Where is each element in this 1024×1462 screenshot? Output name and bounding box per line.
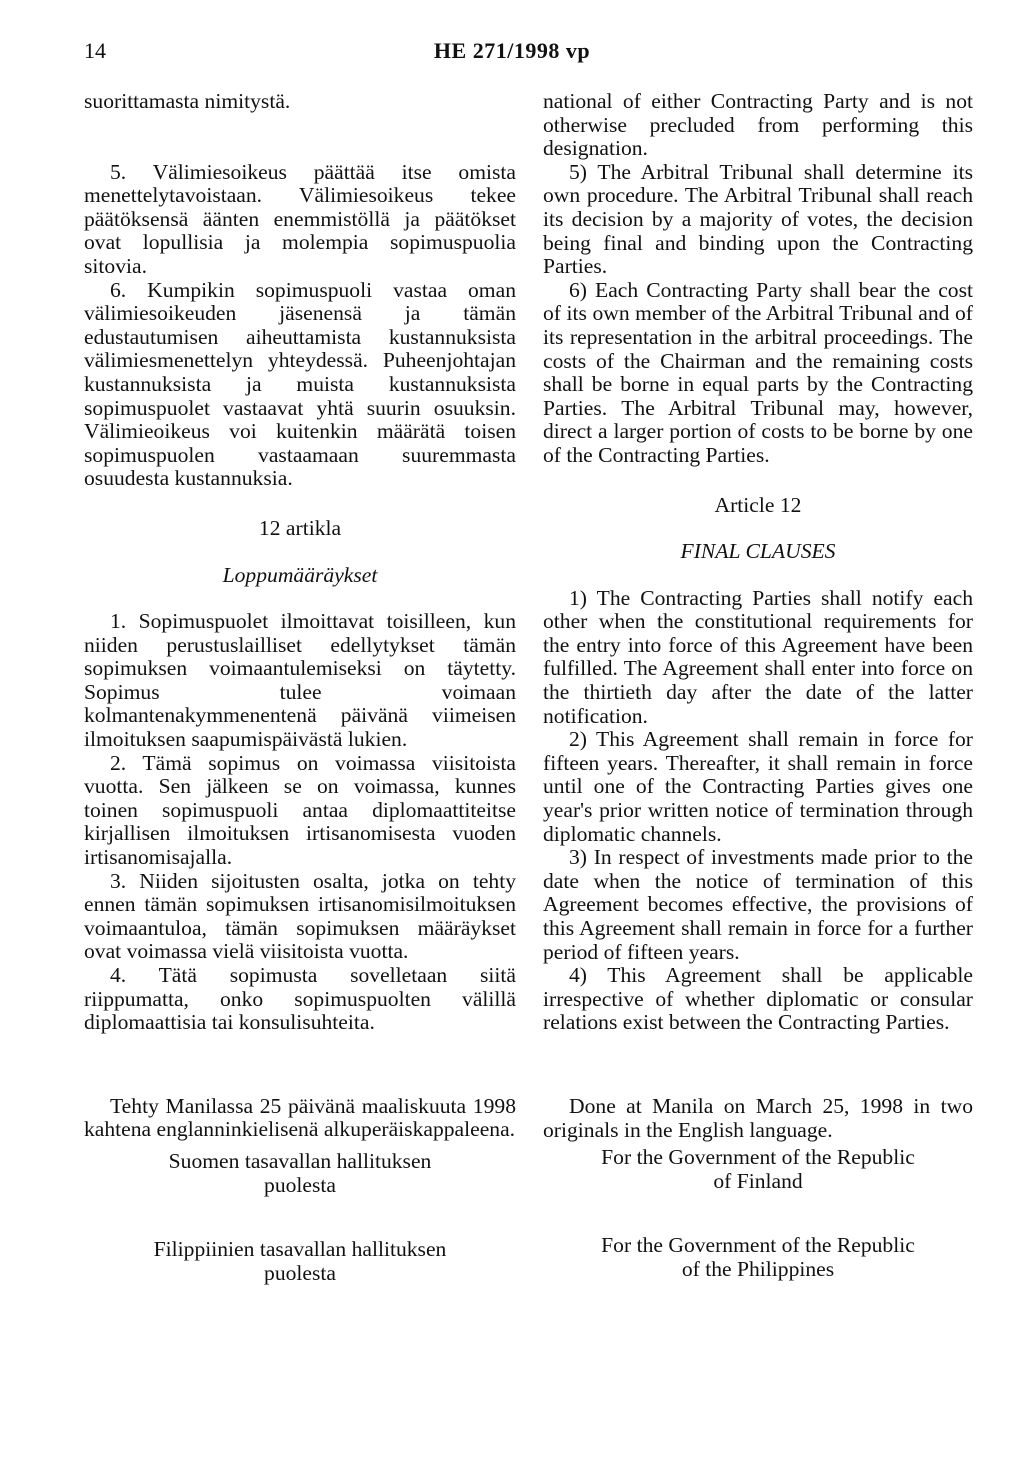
en-paragraph-1: 1) The Contracting Parties shall notify each other when the constitutional requirements for the entry into force of this Agreement have been fulfilled. The Agreement shall enter into force on the thirtieth day after the date of the latter notification. <box>543 585 973 728</box>
en-sign-finland-line1: For the Government of the Republic <box>601 1145 915 1169</box>
fi-paragraph-6: 6. Kumpikin sopimuspuoli vastaa oman välimiesoikeuden jäsenensä ja tämän edustautumisen aiheuttamista kustannuksista välimiesmenettelyn yhteydessä. Puheenjohtajan kustannuksista ja muista kustannuksista sopimuspuolet vastaavat yhtä suurin osuuksin. Välimieoikeus voi kuitenkin määrätä toisen sopimuspuolen vastaamaan suuremmasta osuudesta kustannuksia. <box>84 277 516 491</box>
en-signature-finland <box>543 1146 973 1193</box>
fi-done-at-text: Tehty Manilassa 25 päivänä maaliskuuta 1998 kahtena englanninkielisenä alkuperäiskappaleena. <box>84 1093 516 1142</box>
en-sign-philippines-line2: of the Philippines <box>681 1256 835 1281</box>
fi-intro-text: suorittamasta nimitystä. <box>84 89 291 113</box>
en-paragraph-6: 6) Each Contracting Party shall bear the cost of its own member of the Arbitral Tribunal and of its representation in the arbitral proceedings. The costs of the Chairman and the remaining costs shall be borne in equal parts by the Contracting Parties. The Arbitral Tribunal may, however, direct a larger portion of costs to be borne by one of the Contracting Parties. <box>543 277 973 467</box>
fi-signature-philippines <box>84 1238 516 1285</box>
en-paragraph-4: 4) This Agreement shall be applicable irrespective of whether diplomatic or consular relations exist between the Contracting Parties. <box>543 963 973 1035</box>
en-intro-text: national of either Contracting Party and is not otherwise precluded from performing this designation. <box>543 89 973 161</box>
en-done-at-text: Done at Manila on March 25, 1998 in two originals in the English language. <box>543 1093 973 1142</box>
en-paragraph-2: 2) This Agreement shall remain in force for fifteen years. Thereafter, it shall remain in force until one of the Contracting Parties gives one year's prior written notice of termination through diplomatic channels. <box>543 727 973 846</box>
finnish-column <box>84 90 516 1142</box>
fi-paragraph-1: 1. Sopimuspuolet ilmoittavat toisilleen, kun niiden perustuslailliset edellytykset tämän sopimuksen voimaantulemiseksi on täytetty. Sopimus tulee voimaan kolmantenakymmenentenä päivänä viimeisen ilmoituksen saapumispäivästä lukien. <box>84 609 516 752</box>
fi-sign-finland-line1: Suomen tasavallan hallituksen <box>168 1149 432 1173</box>
fi-paragraph-2: 2. Tämä sopimus on voimassa viisitoista vuotta. Sen jälkeen se on voimassa, kunnes toinen sopimuspuoli antaa diplomaattiteitse kirjallisen ilmoituksen irtisanomisesta vuoden irtisanomisajalla. <box>84 750 516 870</box>
en-article-title: Article 12 <box>714 492 802 517</box>
en-sign-finland-line2: of Finland <box>713 1168 803 1193</box>
fi-paragraph-5: 5. Välimiesoikeus päättää itse omista menettelytavoistaan. Välimiesoikeus tekee päätöksensä äänten enemmistöllä ja päätökset ovat lopullisia ja molempia sopimuspuolia sitovia. <box>84 159 516 278</box>
en-article-subtitle: FINAL CLAUSES <box>680 539 836 564</box>
fi-article-subtitle: Loppumääräykset <box>222 562 378 587</box>
fi-paragraph-3: 3. Niiden sijoitusten osalta, jotka on tehty ennen tämän sopimuksen irtisanomisilmoituksen voimaantuloa, tämän sopimuksen määräykset ovat voimassa vielä viisitoista vuotta. <box>84 868 516 964</box>
en-sign-philippines-line1: For the Government of the Republic <box>601 1233 915 1257</box>
fi-sign-philippines-line1: Filippiinien tasavallan hallituksen <box>153 1237 447 1261</box>
document-id: HE 271/1998 vp <box>433 38 591 63</box>
fi-paragraph-4: 4. Tätä sopimusta sovelletaan siitä riippumatta, onko sopimuspuolten välillä diplomaattisia tai konsulisuhteita. <box>84 963 516 1035</box>
english-column <box>543 90 973 1142</box>
page-number: 14 <box>84 38 106 63</box>
en-paragraph-5: 5) The Arbitral Tribunal shall determine its own procedure. The Arbitral Tribunal shall reach its decision by a majority of votes, the decision being final and binding upon the Contracting Parties. <box>543 159 973 279</box>
en-signature-philippines <box>543 1234 973 1281</box>
fi-sign-philippines-line2: puolesta <box>264 1260 336 1285</box>
fi-article-title: 12 artikla <box>258 515 342 540</box>
fi-sign-finland-line2: puolesta <box>264 1172 336 1197</box>
en-paragraph-3: 3) In respect of investments made prior to the date when the notice of termination of this Agreement becomes effective, the provisions of this Agreement shall remain in force for a further period of fifteen years. <box>543 845 973 964</box>
fi-signature-finland <box>84 1150 516 1197</box>
